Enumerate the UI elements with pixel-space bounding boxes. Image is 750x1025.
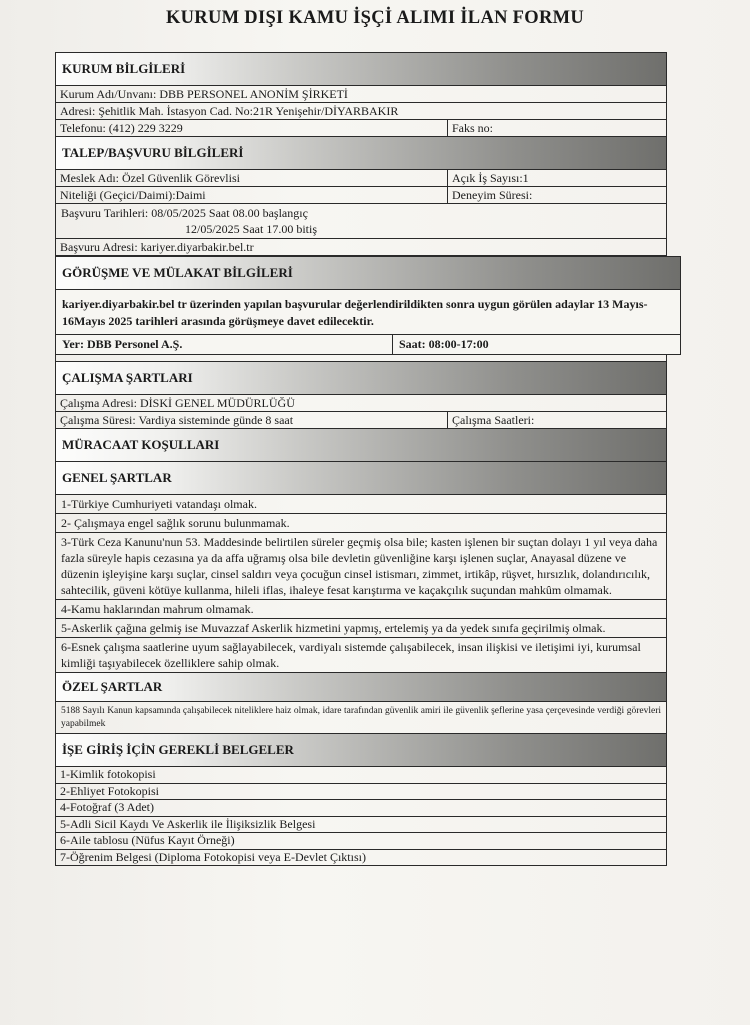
belge-5: 5-Adli Sicil Kaydı Ve Askerlik ile İlişiksizlik Belgesi	[60, 816, 316, 831]
gorusme-header: GÖRÜŞME VE MÜLAKAT BİLGİLERİ	[56, 257, 680, 290]
gorusme-box	[55, 256, 681, 355]
belge-item	[56, 850, 666, 867]
genel-sart-5: 5-Askerlik çağına gelmiş ise Muvazzaf Askerlik hizmetini yapmış, ertelemiş ya da yedek sınıfa geçirilmiş olmak.	[56, 619, 666, 638]
belge-2: 2-Ehliyet Fotokopisi	[60, 783, 159, 798]
belge-item	[56, 800, 666, 817]
belge-1: 1-Kimlik fotokopisi	[60, 767, 156, 781]
belge-7: 7-Öğrenim Belgesi (Diploma Fotokopisi veya E-Devlet Çıktısı)	[60, 849, 366, 864]
form-title: KURUM DIŞI KAMU İŞÇİ ALIMI İLAN FORMU	[165, 8, 585, 28]
ozel-sartlar-header: ÖZEL ŞARTLAR	[56, 673, 666, 702]
talep-header: TALEP/BAŞVURU BİLGİLERİ	[56, 137, 666, 170]
gorusme-saat: Saat: 08:00-17:00	[392, 335, 680, 354]
belge-item	[56, 833, 666, 850]
gorusme-yer: Yer: DBB Personel A.Ş.	[62, 337, 183, 351]
kurum-adi: Kurum Adı/Unvanı: DBB PERSONEL ANONİM ŞİRKETİ	[60, 87, 348, 101]
calisma-adresi-row	[56, 395, 666, 412]
basvuru-tarih-baslangic: Başvuru Tarihleri: 08/05/2025 Saat 08.00 başlangıç	[61, 206, 308, 220]
genel-sart-6: 6-Esnek çalışma saatlerine uyum sağlayabilecek, vardiyalı sistemde çalışabilecek, insan ilişkisi ve iletişimi iyi, kurumsal kimliği taşıyabilecek özelliklere sahip olmak.	[56, 638, 666, 673]
kurum-faks: Faks no:	[447, 120, 666, 136]
belge-6: 6-Aile tablosu (Nüfus Kayıt Örneği)	[60, 833, 235, 847]
kurum-adres-row	[56, 103, 666, 120]
kurum-adres: Adresi: Şehitlik Mah. İstasyon Cad. No:21R Yenişehir/DİYARBAKIR	[60, 104, 399, 118]
genel-sart-4: 4-Kamu haklarından mahrum olmamak.	[56, 600, 666, 619]
genel-sartlar-header: GENEL ŞARTLAR	[56, 462, 666, 495]
spacer	[56, 355, 666, 362]
basvuru-adresi: Başvuru Adresi: kariyer.diyarbakir.bel.tr	[60, 240, 254, 254]
genel-sart-1: 1-Türkiye Cumhuriyeti vatandaşı olmak.	[56, 495, 666, 514]
belgeler-header: İŞE GİRİŞ İÇİN GEREKLİ BELGELER	[56, 734, 666, 767]
deneyim-suresi: Deneyim Süresi:	[447, 187, 666, 203]
acik-is-sayisi: Açık İş Sayısı:1	[447, 170, 666, 186]
calisma-header: ÇALIŞMA ŞARTLARI	[56, 362, 666, 395]
genel-sart-3: 3-Türk Ceza Kanunu'nun 53. Maddesinde belirtilen süreler geçmiş olsa bile; kasten işlenen bir suçtan dolayı 1 yıl veya daha fazla süreyle hapis cezasına ya da affa uğramış olsa bile devletin güvenliğine karşı işlenen suçlar, Anayasal düzene ve düzenin işleyişine karşı suçlar, cinsel saldırı veya çocuğun cinsel istismarı, zimmet, irtikâp, rüşvet, hırsızlık, dolandırıcılık, sahtecilik, güveni kötüye kullanma, hileli iflas, ihaleye fesat karıştırma ve kaçakçılık suçundan mahkûm olmamak.	[56, 533, 666, 600]
niteligi: Niteliği (Geçici/Daimi):Daimi	[60, 188, 206, 202]
basvuru-adresi-row	[56, 239, 666, 256]
form-table	[55, 52, 667, 866]
kurum-telefon-row	[56, 120, 666, 137]
meslek-adi: Meslek Adı: Özel Güvenlik Görevlisi	[60, 171, 240, 185]
kurum-adi-row	[56, 86, 666, 103]
kurum-header: KURUM BİLGİLERİ	[56, 53, 666, 86]
gorusme-text: kariyer.diyarbakir.bel tr üzerinden yapılan başvurular değerlendirildikten sonra uygun görülen adaylar 13 Mayıs-16Mayıs 2025 tarihleri arasında görüşmeye davet edilecektir.	[56, 290, 680, 335]
belgeler-list	[56, 767, 666, 866]
belge-item	[56, 767, 666, 784]
basvuru-tarih-bitis: 12/05/2025 Saat 17.00 bitiş	[185, 222, 317, 236]
kurum-telefon: Telefonu: (412) 229 3229	[60, 121, 183, 135]
belge-item	[56, 817, 666, 834]
muracaat-header: MÜRACAAT KOŞULLARI	[56, 429, 666, 462]
calisma-sure-row	[56, 412, 666, 429]
gorusme-yer-saat-row	[56, 335, 680, 354]
genel-sart-2: 2- Çalışmaya engel sağlık sorunu bulunmamak.	[56, 514, 666, 533]
nitelik-row	[56, 187, 666, 204]
belge-4: 4-Fotoğraf (3 Adet)	[60, 800, 154, 814]
basvuru-tarihleri	[56, 204, 666, 239]
calisma-adresi: Çalışma Adresi: DİSKİ GENEL MÜDÜRLÜĞÜ	[60, 396, 295, 410]
calisma-suresi: Çalışma Süresi: Vardiya sisteminde günde 8 saat	[60, 413, 294, 427]
meslek-row	[56, 170, 666, 187]
calisma-saatleri: Çalışma Saatleri:	[447, 412, 666, 428]
ozel-sartlar-text: 5188 Sayılı Kanun kapsamında çalışabilecek niteliklere haiz olmak, idare tarafından güvenlik amiri ile güvenlik şeflerine yasa çerçevesinde verdiği görevleri yapabilmek	[56, 702, 666, 734]
belge-item	[56, 784, 666, 801]
